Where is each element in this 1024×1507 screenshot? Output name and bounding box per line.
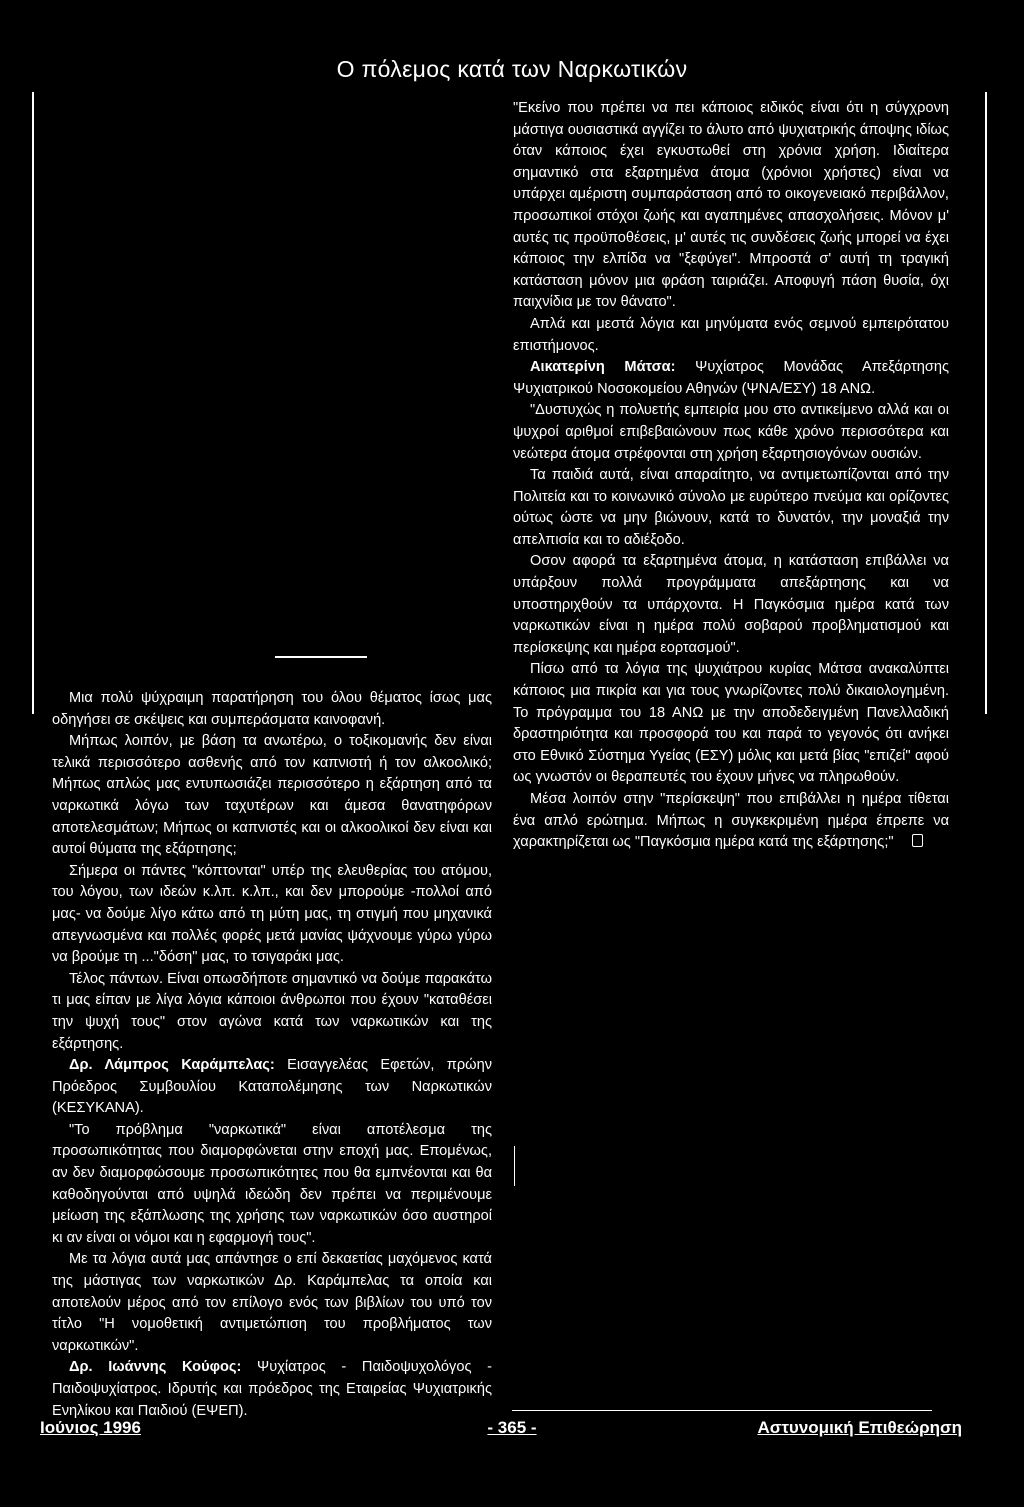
paragraph: Σήμερα οι πάντες "κόπτονται" υπέρ της ελευθερίας του ατόμου, του λόγου, των ιδεών κ.λπ. κ.λπ., και δεν μπορούμε -πολλοί από μας- να δούμε λίγο κάτω από τη μύτη μας, τη στιγμή που μηχανικά απεγνωσμένα και πολλές φορές μετά μανίας ψάχνουμε γύρω γύρω να βρούμε τη ..."δόση" μας, το τσιγαράκι μας. <box>52 862 492 966</box>
frame-left-rule <box>32 92 34 714</box>
paragraph: Μήπως λοιπόν, με βάση τα ανωτέρω, ο τοξικομανής δεν είναι τελικά περισσότερο ασθενής από τον καπνιστή ή τον αλκοολικό; Μήπως απλώς μας εντυπωσιάζει περισσότερο η εξάρτηση από τα ναρκωτικά λόγω των ταχυτέρων και άμεσα θανατηφόρων αποτελεσμάτων; Μήπως οι καπνιστές και οι αλκοολικοί δεν είναι και αυτοί θύματα της εξάρτησης; <box>52 733 492 858</box>
interviewee-name: Δρ. Λάμπρος Καράμπελας: <box>69 1057 275 1074</box>
right-column-end-rule <box>512 1410 932 1411</box>
left-column <box>52 688 492 1422</box>
footer-page-number: - 365 - <box>487 1418 537 1437</box>
interviewee-role: Εισαγγελέας Εφετών, πρώην Πρόεδρος Συμβουλίου Καταπολέμησης των Ναρκωτικών (ΚΕΣΥΚΑΝΑ). <box>52 1057 492 1117</box>
quote-paragraph: Οσον αφορά τα εξαρτημένα άτομα, η κατάσταση επιβάλλει να υπάρξουν πολλά προγράμματα απεξάρτησης και να υποστηριχθούν τα υπάρχοντα. Η Παγκόσμια ημέρα κατά των ναρκωτικών είναι η ημέρα πολύ σοβαρού προβληματισμού και περίσκεψης και ημέρα εορτασμού". <box>513 553 949 656</box>
closing-text: Μέσα λοιπόν στην "περίσκεψη" που επιβάλλει η ημέρα τίθεται ένα απλό ερώτημα. Μήπως η συγκεκριμένη ημέρα έπρεπε να χαρακτηρίζεται ως "Παγκόσμια ημέρα κατά της εξάρτησης;" <box>513 791 949 851</box>
closing-paragraph <box>513 789 949 854</box>
column-tick-mark <box>514 1146 515 1186</box>
paragraph: Τέλος πάντων. Είναι οπωσδήποτε σημαντικό να δούμε παρακάτω τι μας είπαν με λίγα λόγια κάποιοι άνθρωποι που έχουν "καταθέσει την ψυχή τους" στον αγώνα κατά των ναρκωτικών και της εξάρτησης. <box>52 970 492 1052</box>
interviewee-role: Ψυχίατρος - Παιδοψυχολόγος - Παιδοψυχίατρος. Ιδρυτής και πρόεδρος της Εταιρείας Ψυχιατρικής Ενηλίκου και Παιδιού (ΕΨΕΠ). <box>52 1359 492 1419</box>
frame-right-rule <box>985 92 987 714</box>
quote-paragraph: "Δυστυχώς η πολυετής εμπειρία μου στο αντικείμενο αλλά και οι ψυχροί αριθμοί επιβεβαιώνουν πως κάθε χρόνο περισσότερα και νεώτερα άτομα στρέφονται στη χρήση εξαρτησιογόνων ουσιών. <box>513 402 949 462</box>
quote-paragraph: "Εκείνο που πρέπει να πει κάποιος ειδικός είναι ότι η σύγχρονη μάστιγα ουσιαστικά αγγίζει το άλυτο από ψυχιατρικής άποψης ιδίως όταν κάποιος έχει εγκυστωθεί στη χρόνια χρήση. Ιδιαίτερα σημαντικό στα εξαρτημένα άτομα (χρόνιοι χρήστες) είναι να υπάρχει αμέριστη συμπαράσταση από το οικογενειακό περιβάλλον, προσωπικοί στόχοι ζωής και αγαπημένες απασχολήσεις. Μόνον μ' αυτές τις προϋποθέσεις, μ' αυτές τις συνδέσεις ζωής μπορεί να έχει κάποιος την ελπίδα να "ξεφύγει". Μπροστά σ' αυτή τη τραγική κατάσταση μόνον μια φράση ταιριάζει. Αποφυγή πάση θυσία, όχι παιχνίδια με τον θάνατο". <box>513 100 949 311</box>
short-divider <box>275 656 367 658</box>
interviewee-karampelas <box>52 1055 492 1120</box>
paragraph: Μια πολύ ψύχραιμη παρατήρηση του όλου θέματος ίσως μας οδηγήσει σε σκέψεις και συμπεράσματα καινοφανή. <box>52 690 492 728</box>
interviewee-name: Δρ. Ιωάννης Κούφος: <box>69 1359 242 1376</box>
end-of-article-icon <box>912 834 923 847</box>
paragraph: Με τα λόγια αυτά μας απάντησε ο επί δεκαετίας μαχόμενος κατά της μάστιγας των ναρκωτικών Δρ. Καράμπελας τα οποία και αποτελούν μέρος από τον επίλογο ενός των βιβλίων του υπό τον τίτλο "Η νομοθετική αντιμετώπιση του προβλήματος των ναρκωτικών". <box>52 1251 492 1354</box>
footer-date: Ιούνιος 1996 <box>40 1418 141 1437</box>
interviewee-name: Αικατερίνη Μάτσα: <box>530 359 676 376</box>
interviewee-koufos <box>52 1357 492 1422</box>
paragraph: Πίσω από τα λόγια της ψυχιάτρου κυρίας Μάτσα ανακαλύπτει κάποιος μια πικρία και για τους γνωρίζοντες πολύ δικαιολογημένη. Το πρόγραμμα του 18 ΑΝΩ με την αποδεδειγμένη Πανελλαδική δραστηριότητα και προσφορά του και παρά το γεγονός ότι ανήκει στο Εθνικό Σύστημα Υγείας (ΕΣΥ) μόλις και μετά βίας "επιζεί" αφού ως γνωστόν οι θεραπευτές του έχουν μήνες να πληρωθούν. <box>513 661 949 786</box>
quote-paragraph: Τα παιδιά αυτά, είναι απαραίτητο, να αντιμετωπίζονται από την Πολιτεία και το κοινωνικό σύνολο με ευρύτερο πνεύμα και ορίζοντες ούτως ώστε να μην βιώνουν, κατά το δυνατόν, την μοναξιά την απελπισία και το αδιέξοδο. <box>513 467 949 548</box>
interviewee-role: Ψυχίατρος Μονάδας Απεξάρτησης Ψυχιατρικού Νοσοκομείου Αθηνών (ΨΝΑ/ΕΣΥ) 18 ΑΝΩ. <box>513 359 949 397</box>
right-column <box>513 98 949 854</box>
paragraph: Απλά και μεστά λόγια και μηνύματα ενός σεμνού εμπειρότατου επιστήμονος. <box>513 315 949 354</box>
footer-publication: Αστυνομική Επιθεώρηση <box>757 1418 962 1437</box>
interviewee-matsa <box>513 357 949 400</box>
quote-paragraph: "Το πρόβλημα "ναρκωτικά" είναι αποτέλεσμα της προσωπικότητας που διαμορφώνεται στην εποχή μας. Επομένως, αν δεν διαμορφώσουμε προσωπικότητες που θα εμπνέονται και θα καθοδηγούνται από υψηλά ιδεώδη δεν πρέπει να περιμένουμε μείωση της εξάπλωσης της χρήσης των ναρκωτικών όσο αυστηροί κι αν είναι οι νόμοι και η εφαρμογή τους". <box>52 1121 492 1246</box>
page-header-title: Ο πόλεμος κατά των Ναρκωτικών <box>336 56 688 82</box>
